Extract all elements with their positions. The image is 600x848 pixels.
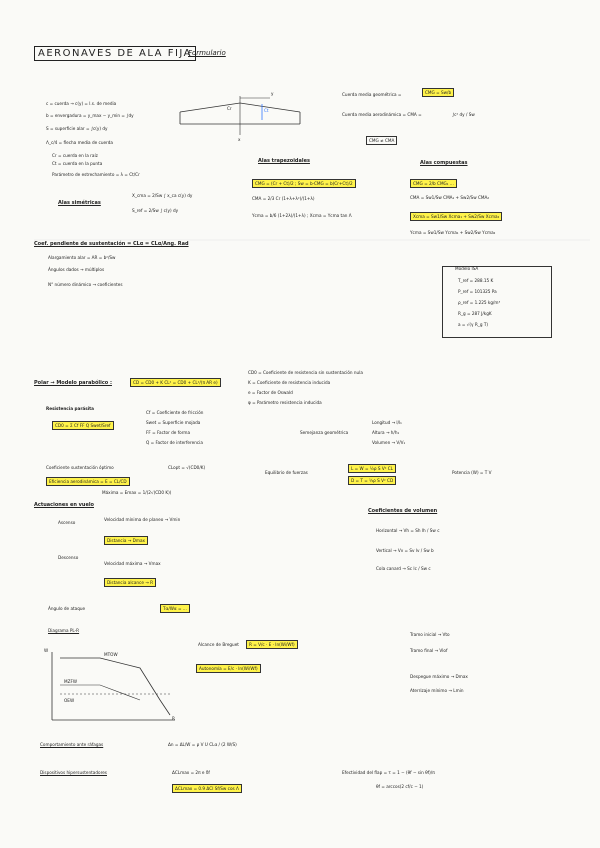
performance-descent: Descenso — [58, 555, 79, 560]
trapezoidal-line-3: Ycma = b/6 (1+2λ)/(1+λ) ; Xcma = Ycma tan Λ — [252, 213, 352, 218]
parasitic-def-4: Q = Factor de interferencia — [146, 440, 203, 445]
trapezoidal-line-1: CMG = (Cr + Ct)/2 ; Sw = b·CMG = b(Cr+Ct)/2 — [252, 179, 356, 188]
volume-title: Coeficientes de volumen — [368, 508, 438, 514]
isa-line-3: ρ_ref = 1.225 kg/m³ — [458, 300, 501, 305]
performance-item-4: Distancia alcance → R — [104, 578, 156, 587]
lift-curve-title: Coef. pendiente de sustentación = CLα = CLα/Ang. Rad — [34, 241, 189, 247]
high-lift-title: Dispositivos hipersustentadores — [40, 770, 107, 775]
wing-line-3: S = superficie alar = ∫c(y) dy — [46, 126, 108, 131]
volume-item-3: Cola canard → Sc lc / Sw c — [376, 566, 431, 571]
drag-formula: CD = CD0 + K CL² = CD0 + CL²/(π AR e) — [130, 378, 221, 387]
diagram-ct-label: Ct — [264, 108, 269, 113]
optimal-max: Máxima = Emax = 1/(2√(CD0 K)) — [102, 490, 172, 495]
geometry-item-1: Longitud → l/l₁ — [372, 420, 402, 425]
takeoff-line-3: Despegue máximo → Dmax — [410, 674, 468, 679]
range-endurance: Autonomía = E/c · ln(Wi/Wf) — [196, 664, 261, 673]
isa-line-2: P_ref = 101325 Pa — [458, 289, 497, 294]
performance-item-1: Velocidad mínima de planeo → Vmin — [104, 517, 181, 522]
trapezoidal-line-2: CMA = 2/3 Cr (1+λ+λ²)/(1+λ) — [252, 196, 315, 201]
symmetric-line-1: X_cma = 2/Sw ∫ x_ca c(y) dy — [132, 193, 193, 198]
takeoff-line-4: Aterrizaje mínimo → Lmin — [410, 688, 464, 693]
equilibrium-line-1: L = W = ½ρ S V² CL — [348, 464, 396, 473]
wing-line-1: c = cuerda → c(y) = l.s. de media — [46, 101, 117, 106]
compound-line-2: CMA = Sw1/Sw CMA₁ + Sw2/Sw CMA₂ — [410, 195, 490, 200]
drag-def-2: K = Coeficiente de resistencia inducida — [248, 380, 331, 385]
parasitic-title: Resistencia parásita — [46, 406, 94, 411]
parasitic-def-1: Cf = Coeficiente de fricción — [146, 410, 204, 415]
cma-note: CMG ≠ CMA — [366, 136, 397, 145]
geometry-item-3: Volumen → V/V₁ — [372, 440, 406, 445]
trapezoidal-title: Alas trapezoidales — [258, 158, 310, 164]
lift-line-1: Alargamiento alar = AR = b²/Sw — [48, 255, 116, 260]
drag-title: Polar → Modelo parabólico : — [34, 380, 112, 386]
high-lift-angle: θf = arccos(2 cf/c − 1) — [376, 784, 424, 789]
diagram-y-label: y — [271, 91, 274, 96]
takeoff-line-2: Tramo final → Vlof — [410, 648, 448, 653]
geometry-item-2: Altura → h/h₁ — [372, 430, 400, 435]
performance-climb: Ascenso — [58, 520, 76, 525]
cma-formula: ∫c² dy / Sw — [452, 112, 475, 117]
page-subtitle: Formulario — [188, 49, 226, 57]
range-title: Alcance de Breguet — [198, 642, 239, 647]
equilibrium-power: Potencia (W) = T V — [452, 470, 492, 475]
isa-title: Modelo ISA — [455, 266, 479, 271]
wing-def-3: Parámetro de estrechamiento = λ = Ct/Cr — [52, 172, 140, 177]
range-formula: R = V/c · E · ln(Wi/Wf) — [246, 640, 298, 649]
payload-label-3: OEW — [64, 698, 75, 703]
diagram-cr-label: Cr — [227, 106, 232, 111]
volume-item-2: Vertical → Vv = Sv lv / Sw b — [376, 548, 434, 553]
payload-title: Diagrama PL-R — [48, 628, 80, 633]
parasitic-formula: CD0 = Σ Cf FF Q Swet/Sref — [52, 421, 114, 430]
drag-def-4: φ = Parámetro resistencia inducida — [248, 400, 322, 405]
takeoff-line-1: Tramo inicial → Vto — [410, 632, 450, 637]
symmetric-line-2: S_ref = 2/Sw ∫ c(y) dy — [132, 208, 179, 213]
performance-title: Actuaciones en vuelo — [34, 502, 94, 508]
payload-axis-y: W — [44, 648, 49, 653]
volume-item-1: Horizontal → Vh = Sh lh / Sw c — [376, 528, 440, 533]
optimal-formula: CLopt = √(CD0/K) — [168, 465, 206, 470]
drag-def-3: e = Factor de Oswald — [248, 390, 293, 395]
symmetric-title: Alas simétricas — [58, 200, 101, 206]
parasitic-def-2: Swet = Superficie mojada — [146, 420, 201, 425]
wing-def-1: Cr = cuerda en la raíz — [52, 153, 98, 158]
wing-line-4: Λ_c/4 = flecha media de cuerda — [46, 140, 113, 145]
stability-formula: Tα/Wα = ... — [160, 604, 190, 613]
equilibrium-title: Equilibrio de fuerzas — [265, 470, 308, 475]
cmg-label: Cuerda media geométrica = — [342, 92, 402, 97]
compound-line-3: Xcma = Sw1/Sw Xcma₁ + Sw2/Sw Xcma₂ — [410, 212, 502, 221]
optimal-efficiency: Eficiencia aerodinámica = E = CL/CD — [46, 477, 130, 486]
stability-title: Ángulo de ataque — [48, 606, 86, 611]
high-lift-line-1: ΔCLmax = 2π e δf — [172, 770, 210, 775]
isa-line-1: T_ref = 288.15 K — [458, 278, 494, 283]
wing-def-2: Ct = cuerda en la punta — [52, 161, 103, 166]
diagram-x-label: x — [238, 137, 241, 142]
performance-item-3: Velocidad máxima → Vmax — [104, 561, 161, 566]
cma-label: Cuerda media aerodinámica = CMA = — [342, 112, 422, 117]
compound-title: Alas compuestas — [420, 160, 468, 166]
performance-item-2: Distancia → Dmax — [104, 536, 148, 545]
isa-line-4: R_g = 287 J/kgK — [458, 311, 492, 316]
high-lift-effect: Efectividad del flap = τ = 1 − (θf − sin θf)/π — [342, 770, 435, 775]
lift-line-3: N° número dinámico → coeficientes — [48, 282, 123, 287]
maneuver-title: Comportamiento ante ráfagas — [40, 742, 104, 747]
payload-label-1: MTOW — [104, 652, 118, 657]
high-lift-line-2: ΔCLmax = 0.9 ΔCl Sf/Sw cos Λ — [172, 784, 242, 793]
equilibrium-line-2: D = T = ½ρ S V² CD — [348, 476, 396, 485]
compound-line-1: CMG = 2/b CMG₁ ... — [410, 179, 457, 188]
payload-label-2: MZFW — [64, 679, 78, 684]
payload-axis-x: R — [172, 716, 175, 721]
optimal-title: Coeficiente sustentación óptimo — [46, 465, 114, 470]
maneuver-formula: Δn = ΔL/W = ρ V U CLα / (2 W/S) — [168, 742, 237, 747]
lift-line-2: Ángulos dados → múltiplos — [48, 267, 105, 272]
geometry-label: Semejanza geométrica — [300, 430, 349, 435]
cmg-formula: CMG = Sw/b — [422, 88, 454, 97]
wing-line-2: b = envergadura = y_max − y_min = ∫dy — [46, 113, 134, 118]
drag-def-1: CD0 = Coeficiente de resistencia sin sustentación nula — [248, 370, 363, 375]
compound-line-4: Ycma = Sw1/Sw Ycma₁ + Sw2/Sw Ycma₂ — [410, 230, 496, 235]
isa-line-5: a = √(γ R_g T) — [458, 322, 489, 327]
page-title: AERONAVES DE ALA FIJA — [34, 46, 196, 61]
parasitic-def-3: FF = Factor de forma — [146, 430, 191, 435]
